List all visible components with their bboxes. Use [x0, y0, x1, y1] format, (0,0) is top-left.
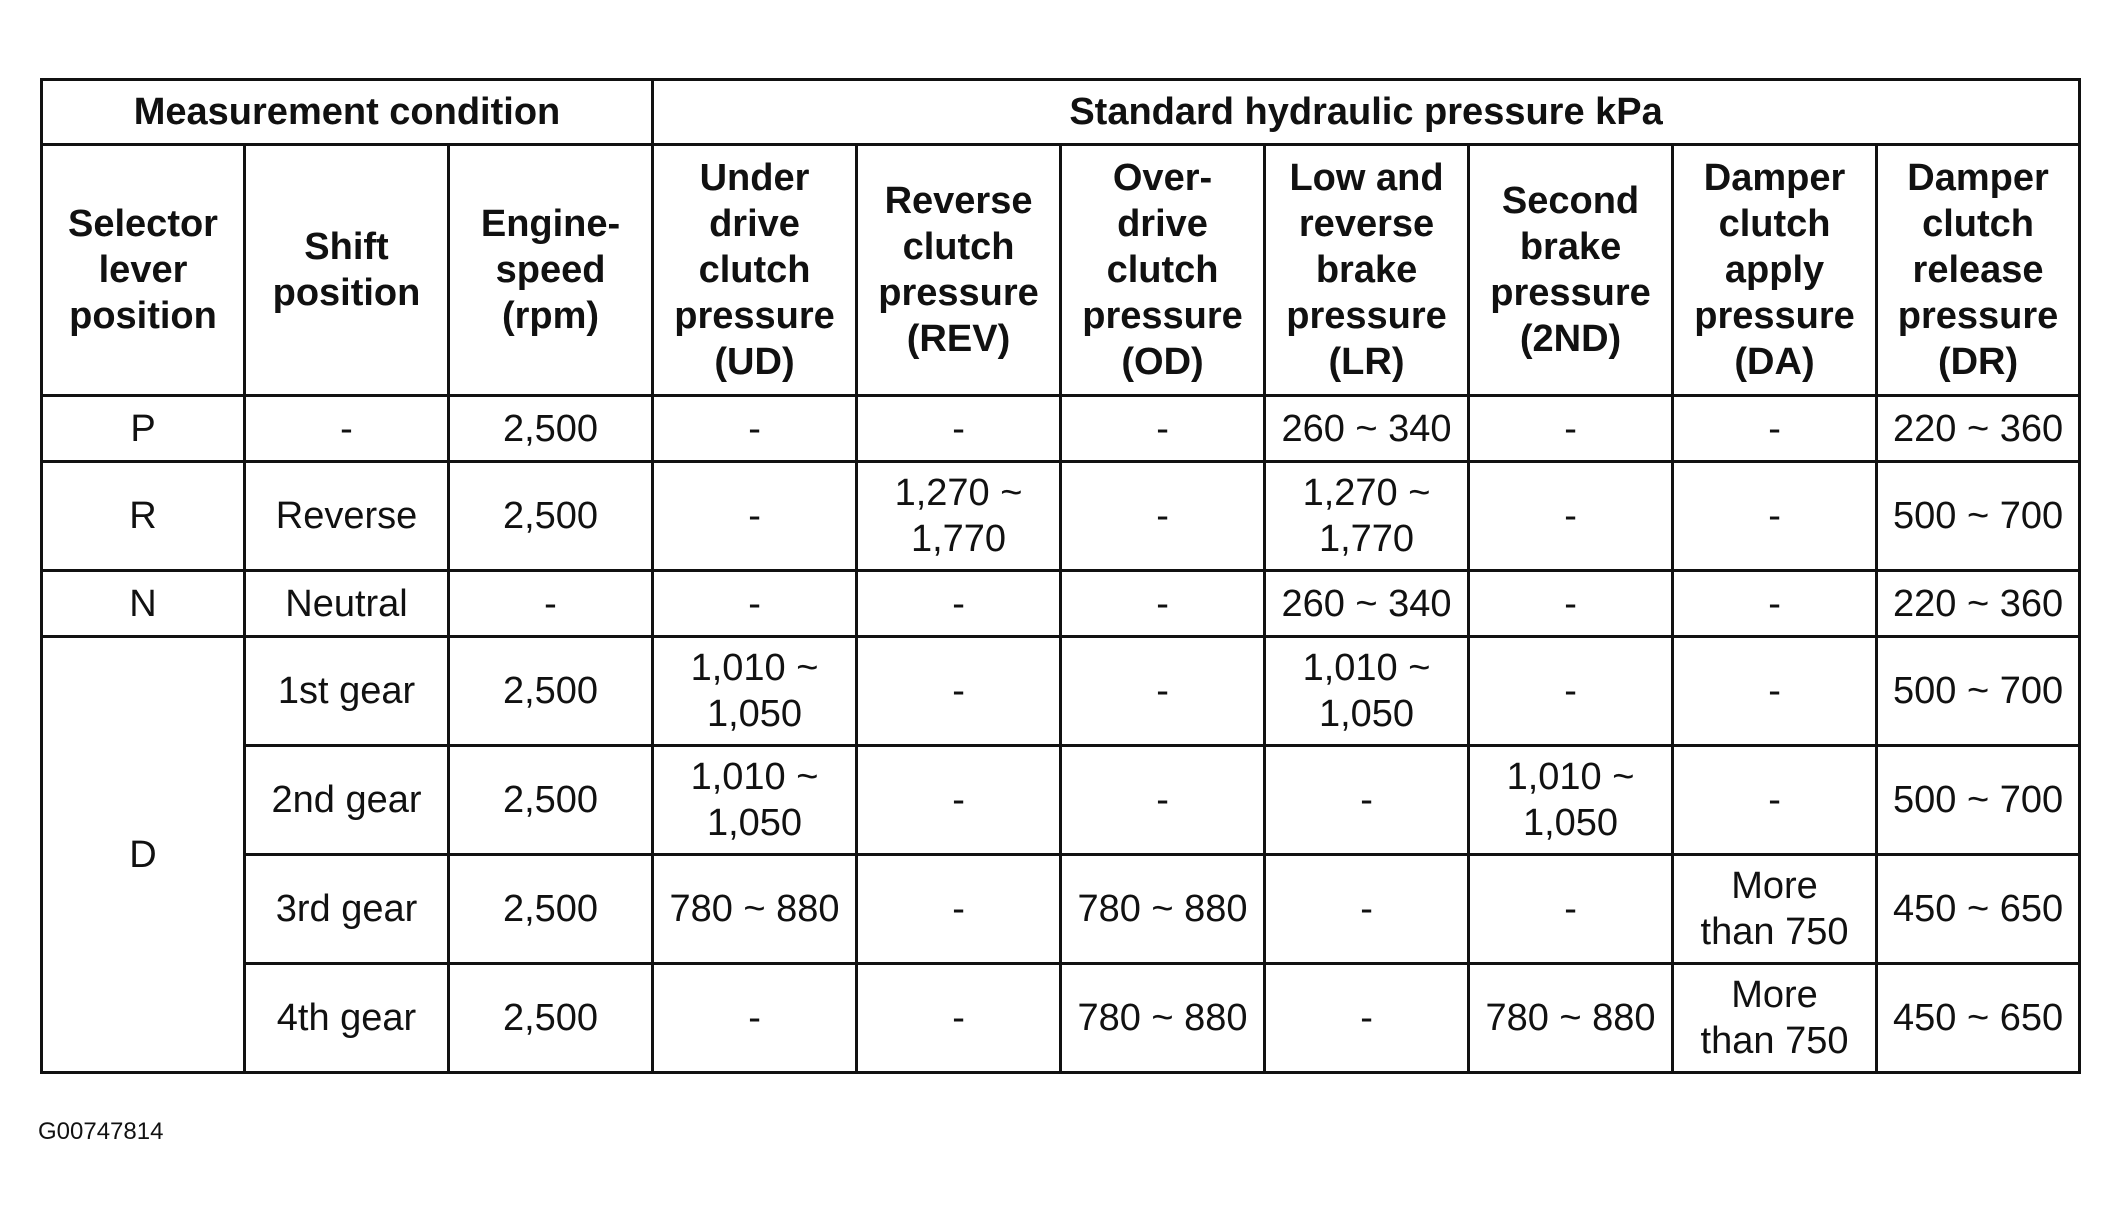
table-cell: [857, 964, 1061, 1073]
table-cell: [449, 746, 653, 855]
table-cell: [1877, 964, 2080, 1073]
cell-text-line: 1,270 ~: [1302, 472, 1431, 514]
cell-text-line: -: [1768, 407, 1781, 450]
table-cell: [857, 746, 1061, 855]
cell-text-line: -: [952, 888, 965, 930]
table-row: [42, 571, 2080, 637]
table-cell: [245, 855, 449, 964]
table-cell: [1061, 571, 1265, 637]
cell-text-line: drive: [709, 203, 800, 245]
table-cell: [1265, 462, 1469, 571]
cell-text-line: pressure: [1286, 295, 1447, 337]
cell-text-line: position: [69, 295, 217, 337]
cell-text-line: (OD): [1121, 341, 1204, 383]
cell-text-line: 3rd gear: [275, 888, 418, 930]
cell-text-line: Damper: [1703, 157, 1846, 199]
table-cell: [449, 855, 653, 964]
damper-clutch-apply-pressure-header: [1673, 145, 1877, 396]
table-cell: [449, 637, 653, 746]
table-cell: [449, 396, 653, 462]
figure-code: G00747814: [38, 1118, 164, 1145]
cell-text-line: 780 ~ 880: [1077, 888, 1248, 930]
cell-text-line: -: [1156, 670, 1169, 712]
table-cell: [245, 746, 449, 855]
cell-text-line: Shift: [304, 226, 389, 268]
table-cell: [245, 462, 449, 571]
cell-text-line: Reverse: [884, 180, 1033, 222]
cell-text-line: 260 ~ 340: [1281, 407, 1452, 450]
cell-text-line: clutch: [698, 249, 811, 291]
table-row: [42, 964, 2080, 1073]
cell-text-line: (LR): [1328, 341, 1405, 383]
cell-text-line: pressure: [878, 272, 1039, 314]
cell-text-line: -: [1564, 888, 1577, 930]
table-cell: [245, 964, 449, 1073]
cell-text-line: -: [952, 407, 965, 450]
cell-text-line: clutch: [902, 226, 1015, 268]
cell-text-line: 1,010 ~: [690, 647, 819, 689]
table-cell: [1061, 855, 1265, 964]
cell-text-line: 1,770: [910, 518, 1007, 560]
cell-text-line: 450 ~ 650: [1892, 997, 2064, 1039]
overdrive-clutch-pressure-header: [1061, 145, 1265, 396]
cell-text-line: 2nd gear: [271, 779, 422, 821]
cell-text-line: 1,010 ~: [1506, 756, 1635, 798]
cell-text-line: 1,770: [1318, 518, 1415, 560]
cell-text-line: -: [1768, 495, 1781, 537]
table-cell: [653, 964, 857, 1073]
table-cell: [1877, 637, 2080, 746]
cell-text-line: position: [272, 272, 421, 314]
cell-text-line: speed: [495, 249, 606, 291]
cell-text-line: Low and: [1289, 157, 1444, 199]
cell-text-line: Reverse: [275, 495, 418, 537]
table-row: [42, 396, 2080, 462]
cell-text-line: 2,500: [502, 670, 599, 712]
cell-text-line: 2,500: [502, 779, 599, 821]
cell-text-line: 220 ~ 360: [1892, 407, 2064, 450]
cell-text-line: 1,270 ~: [894, 472, 1023, 514]
cell-text-line: reverse: [1298, 203, 1435, 245]
selector-position-cell: D: [42, 637, 245, 1073]
cell-text-line: -: [952, 582, 965, 625]
table-cell: [1469, 746, 1673, 855]
low-reverse-brake-pressure-header: [1265, 145, 1469, 396]
cell-text-line: -: [748, 997, 761, 1039]
cell-text-line: 2,500: [502, 997, 599, 1039]
shift-position-header: [245, 145, 449, 396]
table-cell: [653, 746, 857, 855]
cell-text-line: -: [952, 997, 965, 1039]
table-cell: [653, 637, 857, 746]
table-cell: [1061, 746, 1265, 855]
cell-text-line: (DR): [1937, 341, 2019, 383]
cell-text-line: drive: [1117, 203, 1208, 245]
cell-text-line: release: [1912, 249, 2044, 291]
table-cell: [1265, 637, 1469, 746]
cell-text-line: -: [748, 582, 761, 625]
cell-text-line: 1,050: [1522, 802, 1619, 844]
reverse-clutch-pressure-header: [857, 145, 1061, 396]
table-cell: [1061, 462, 1265, 571]
table-cell: [1877, 571, 2080, 637]
cell-text-line: 260 ~ 340: [1281, 582, 1452, 625]
table-cell: [245, 396, 449, 462]
table-cell: [653, 571, 857, 637]
table-cell: [1265, 964, 1469, 1073]
table-cell: [1265, 746, 1469, 855]
cell-text-line: -: [1156, 779, 1169, 821]
cell-text-line: -: [1564, 582, 1577, 625]
cell-text-line: -: [1768, 779, 1781, 821]
table-cell: [1061, 964, 1265, 1073]
cell-text-line: -: [1768, 582, 1781, 625]
cell-text-line: Under: [699, 157, 810, 199]
cell-text-line: 2,500: [502, 407, 599, 450]
cell-text-line: -: [1564, 407, 1577, 450]
table-row: [42, 637, 2080, 746]
cell-text-line: Neutral: [285, 582, 408, 625]
selector-position-cell: R: [42, 462, 245, 571]
cell-text-line: Over-: [1112, 157, 1213, 199]
table-cell: [857, 462, 1061, 571]
cell-text-line: 500 ~ 700: [1892, 670, 2064, 712]
cell-text-line: -: [544, 582, 557, 625]
cell-text-line: 1st gear: [277, 670, 416, 712]
table-cell: [857, 855, 1061, 964]
cell-text-line: 1,010 ~: [690, 756, 819, 798]
cell-text-line: than 750: [1700, 1020, 1849, 1062]
table-cell: [857, 396, 1061, 462]
cell-text-line: -: [1360, 779, 1373, 821]
cell-text-line: clutch: [1106, 249, 1219, 291]
cell-text-line: More: [1731, 865, 1818, 907]
table-cell: [1265, 855, 1469, 964]
table-cell: [1673, 855, 1877, 964]
table-cell: [245, 571, 449, 637]
cell-text-line: -: [1564, 670, 1577, 712]
table-cell: [449, 462, 653, 571]
cell-text-line: clutch: [1718, 203, 1831, 245]
table-cell: [857, 571, 1061, 637]
cell-text-line: -: [1768, 670, 1781, 712]
cell-text-line: (rpm): [501, 295, 600, 337]
table-cell: [653, 396, 857, 462]
cell-text-line: 1,010 ~: [1302, 647, 1431, 689]
table-cell: [1877, 462, 2080, 571]
cell-text-line: 500 ~ 700: [1892, 495, 2064, 537]
engine-speed-header: [449, 145, 653, 396]
cell-text-line: 780 ~ 880: [669, 888, 840, 930]
cell-text-line: 1,050: [706, 693, 803, 735]
cell-text-line: -: [340, 407, 353, 450]
cell-text-line: 4th gear: [276, 997, 417, 1039]
table-cell: [653, 462, 857, 571]
cell-text-line: apply: [1724, 249, 1825, 291]
table-cell: [1061, 396, 1265, 462]
cell-text-line: 1,050: [1318, 693, 1415, 735]
table-cell: [857, 637, 1061, 746]
cell-text-line: 2,500: [502, 495, 599, 537]
cell-text-line: Selector: [68, 203, 218, 245]
cell-text-line: pressure: [1694, 295, 1855, 337]
table-cell: [1061, 637, 1265, 746]
table-cell: [1469, 637, 1673, 746]
cell-text-line: pressure: [1082, 295, 1243, 337]
cell-text-line: Second: [1501, 180, 1640, 222]
cell-text-line: lever: [98, 249, 188, 291]
table-cell: [449, 571, 653, 637]
cell-text-line: More: [1731, 974, 1818, 1016]
cell-text-line: pressure: [1897, 295, 2059, 337]
table-cell: [1673, 964, 1877, 1073]
cell-text-line: (2ND): [1519, 318, 1622, 360]
cell-text-line: -: [748, 495, 761, 537]
table-cell: [1469, 396, 1673, 462]
selector-lever-position-header: [42, 145, 245, 396]
cell-text-line: -: [1564, 495, 1577, 537]
standard-pressure-header: Standard hydraulic pressure kPa: [653, 80, 2080, 145]
cell-text-line: than 750: [1700, 911, 1849, 953]
cell-text-line: -: [952, 670, 965, 712]
second-brake-pressure-header: [1469, 145, 1673, 396]
table-row: [42, 462, 2080, 571]
table-cell: [1469, 964, 1673, 1073]
cell-text-line: 220 ~ 360: [1892, 582, 2064, 625]
cell-text-line: 2,500: [502, 888, 599, 930]
table-cell: [449, 964, 653, 1073]
cell-text-line: -: [1360, 888, 1373, 930]
cell-text-line: Engine-: [480, 203, 621, 245]
cell-text-line: pressure: [1490, 272, 1651, 314]
measurement-condition-header: Measurement condition: [42, 80, 653, 145]
table-cell: [1673, 462, 1877, 571]
cell-text-line: Damper: [1907, 157, 2049, 199]
table-cell: [1673, 637, 1877, 746]
table-row: [42, 746, 2080, 855]
cell-text-line: pressure: [674, 295, 835, 337]
cell-text-line: 1,050: [706, 802, 803, 844]
cell-text-line: 780 ~ 880: [1077, 997, 1248, 1039]
table-cell: [1673, 571, 1877, 637]
cell-text-line: 780 ~ 880: [1485, 997, 1656, 1039]
table-cell: [1469, 571, 1673, 637]
table-cell: [1469, 855, 1673, 964]
cell-text-line: 450 ~ 650: [1892, 888, 2064, 930]
cell-text-line: -: [1156, 582, 1169, 625]
table-cell: [653, 855, 857, 964]
cell-text-line: brake: [1519, 226, 1622, 268]
table-cell: [1877, 396, 2080, 462]
cell-text-line: -: [1156, 407, 1169, 450]
table-cell: [1469, 462, 1673, 571]
selector-position-cell: N: [42, 571, 245, 637]
cell-text-line: clutch: [1922, 203, 2034, 245]
cell-text-line: -: [1360, 997, 1373, 1039]
cell-text-line: (DA): [1734, 341, 1815, 383]
table-cell: [1877, 746, 2080, 855]
cell-text-line: -: [952, 779, 965, 821]
table-cell: [1673, 746, 1877, 855]
table-cell: [245, 637, 449, 746]
table-row: [42, 855, 2080, 964]
cell-text-line: -: [748, 407, 761, 450]
damper-clutch-release-pressure-header: [1877, 145, 2080, 396]
underdrive-clutch-pressure-header: [653, 145, 857, 396]
table-cell: [1877, 855, 2080, 964]
cell-text-line: 500 ~ 700: [1892, 779, 2064, 821]
cell-text-line: -: [1156, 495, 1169, 537]
cell-text-line: (REV): [906, 318, 1011, 360]
table-cell: [1265, 396, 1469, 462]
table-cell: [1673, 396, 1877, 462]
hydraulic-pressure-table: [40, 78, 2081, 1074]
selector-position-cell: P: [42, 396, 245, 462]
cell-text-line: brake: [1315, 249, 1418, 291]
table-cell: [1265, 571, 1469, 637]
cell-text-line: (UD): [714, 341, 795, 383]
